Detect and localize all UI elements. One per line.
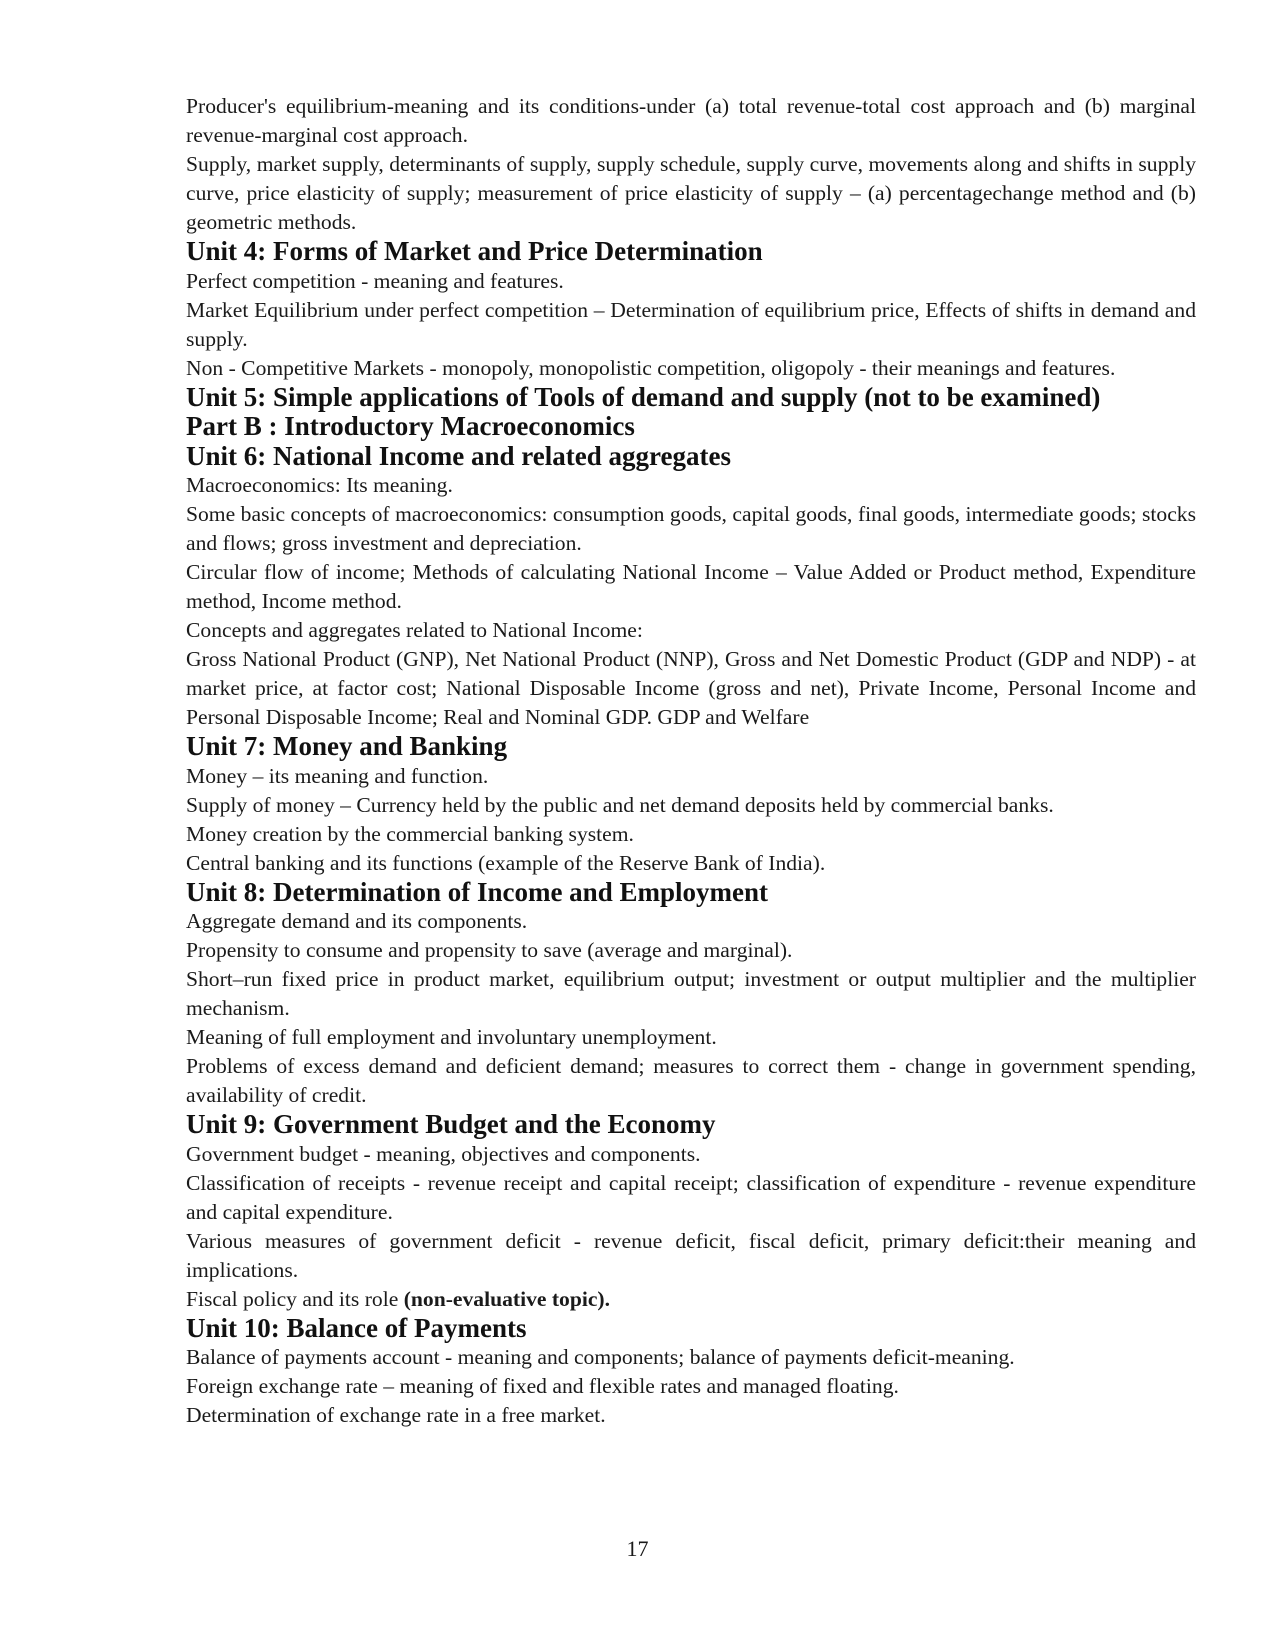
paragraph-central-banking: Central banking and its functions (example of the Reserve Bank of India).: [186, 850, 826, 875]
paragraph-supply-of-money: Supply of money – Currency held by the public and net demand deposits held by commercial banks.: [186, 792, 1054, 817]
paragraph-perfect-competition: Perfect competition - meaning and features.: [186, 268, 564, 293]
heading-unit-7: Unit 7: Money and Banking: [186, 731, 508, 761]
paragraph-gnp-nnp: Gross National Product (GNP), Net National Product (NNP), Gross and Net Domestic Product (GDP and NDP) - at market price, at factor cost; National Disposable Income (gross and net), Private Income, Personal Income and Personal Disposable Income; Real and Nominal GDP. GDP and Welfare: [186, 647, 1196, 729]
heading-part-b: Part B : Introductory Macroeconomics: [186, 411, 635, 441]
fiscal-policy-bold-note: (non-evaluative topic).: [403, 1286, 611, 1311]
paragraph-excess-demand: Problems of excess demand and deficient demand; measures to correct them - change in government spending, availability of credit.: [186, 1054, 1196, 1107]
paragraph-concepts-aggregates: Concepts and aggregates related to National Income:: [186, 618, 643, 642]
heading-unit-5: Unit 5: Simple applications of Tools of demand and supply (not to be examined): [186, 381, 1101, 412]
paragraph-classification-receipts: Classification of receipts - revenue receipt and capital receipt; classification of expenditure - revenue expenditure and capital expenditure.: [186, 1170, 1196, 1224]
heading-unit-9: Unit 9: Government Budget and the Economy: [186, 1109, 716, 1139]
paragraph-aggregate-demand: Aggregate demand and its components.: [186, 909, 528, 933]
paragraph-market-equilibrium: Market Equilibrium under perfect competition – Determination of equilibrium price, Effects of shifts in demand and supply.: [186, 297, 1196, 351]
paragraph-full-employment: Meaning of full employment and involuntary unemployment.: [186, 1025, 717, 1049]
paragraph-government-budget: Government budget - meaning, objectives and components.: [186, 1141, 701, 1166]
paragraph-exchange-rate: Determination of exchange rate in a free market.: [186, 1403, 606, 1427]
paragraph-producers-equilibrium: Producer's equilibrium-meaning and its conditions-under (a) total revenue-total cost approach and (b) marginal revenue-marginal cost approach.: [186, 94, 1196, 147]
heading-unit-4: Unit 4: Forms of Market and Price Determination: [186, 236, 763, 266]
paragraph-basic-concepts: Some basic concepts of macroeconomics: consumption goods, capital goods, final goods, intermediate goods; stocks and flows; gross investment and depreciation.: [186, 502, 1196, 555]
heading-unit-8: Unit 8: Determination of Income and Employment: [186, 876, 768, 907]
paragraph-fiscal-policy: [186, 1285, 1196, 1314]
heading-unit-6: Unit 6: National Income and related aggregates: [186, 440, 731, 471]
heading-unit-10: Unit 10: Balance of Payments: [186, 1312, 527, 1343]
paragraph-circular-flow: Circular flow of income; Methods of calculating National Income – Value Added or Product method, Expenditure method, Income method.: [186, 560, 1196, 613]
paragraph-non-competitive-markets: Non - Competitive Markets - monopoly, monopolistic competition, oligopoly - their meanings and features.: [186, 355, 1116, 380]
paragraph-macroeconomics-meaning: Macroeconomics: Its meaning.: [186, 473, 453, 497]
page-number: 17: [626, 1536, 649, 1561]
paragraph-balance-of-payments: Balance of payments account - meaning and components; balance of payments deficit-meaning.: [186, 1345, 1015, 1369]
paragraph-money-creation: Money creation by the commercial banking system.: [186, 821, 634, 846]
paragraph-short-run: Short–run fixed price in product market, equilibrium output; investment or output multiplier and the multiplier mechanism.: [186, 967, 1196, 1020]
fiscal-policy-text: Fiscal policy and its role: [186, 1286, 404, 1311]
paragraph-foreign-exchange: Foreign exchange rate – meaning of fixed and flexible rates and managed floating.: [186, 1374, 899, 1398]
document-body: [186, 92, 1196, 1430]
paragraph-government-deficit: Various measures of government deficit - revenue deficit, fiscal deficit, primary deficit:their meaning and implications.: [186, 1228, 1196, 1282]
paragraph-supply: Supply, market supply, determinants of supply, supply schedule, supply curve, movements along and shifts in supply curve, price elasticity of supply; measurement of price elasticity of supply – (a) percentagechange method and (b) geometric methods.: [186, 152, 1196, 234]
paragraph-money-meaning: Money – its meaning and function.: [186, 763, 489, 788]
paragraph-propensity: Propensity to consume and propensity to save (average and marginal).: [186, 938, 793, 962]
